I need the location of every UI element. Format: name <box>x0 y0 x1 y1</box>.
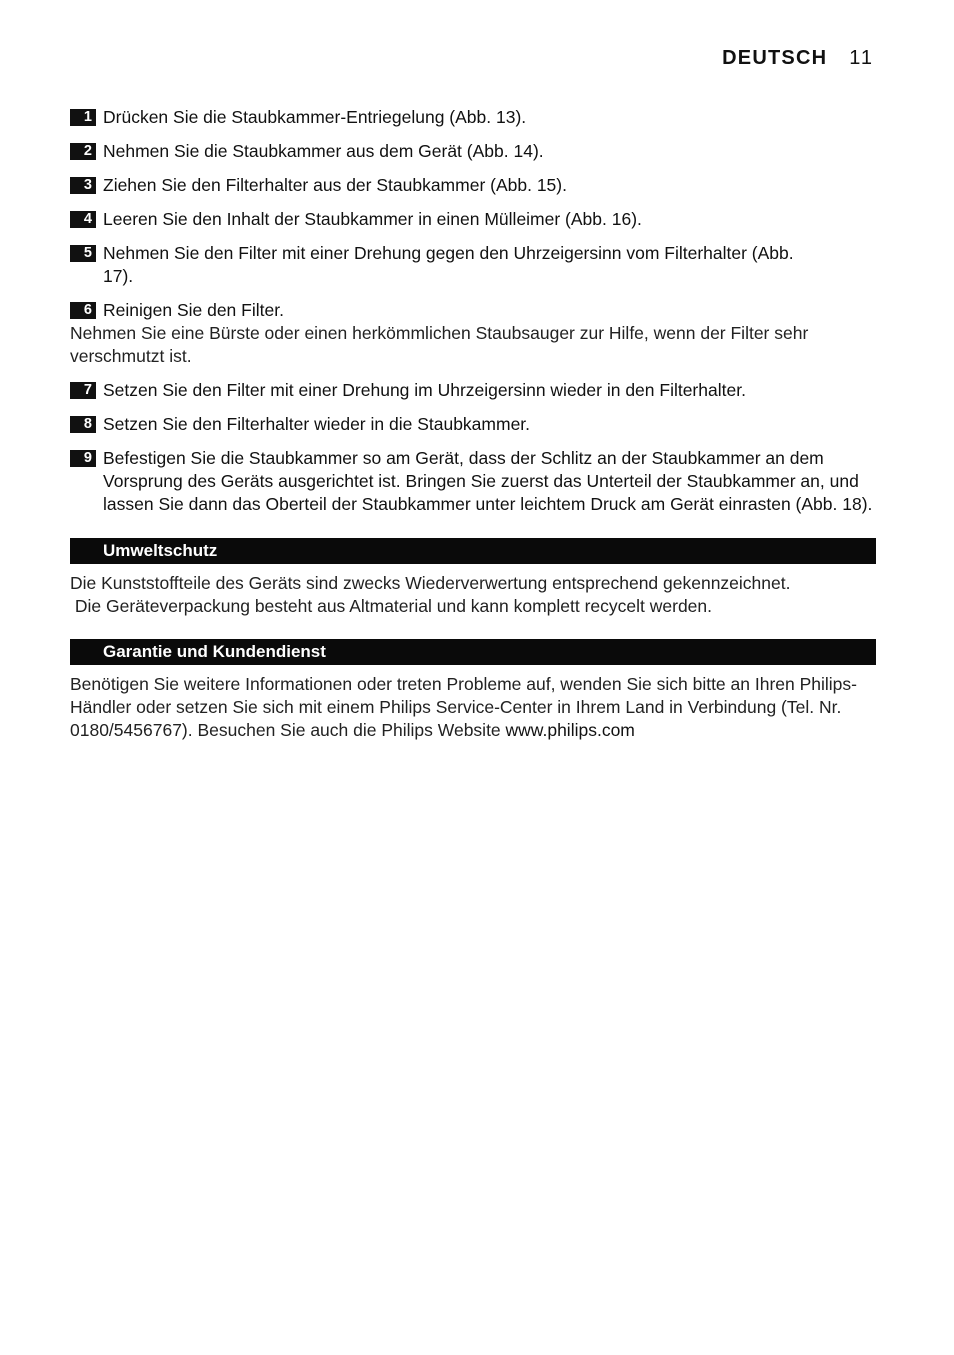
philips-website-link[interactable]: www.philips.com <box>505 720 635 740</box>
step-text: Leeren Sie den Inhalt der Staubkammer in einen Mülleimer (Abb. 16). <box>103 209 642 229</box>
section-heading-warranty: Garantie und Kundendienst <box>70 639 876 665</box>
warranty-paragraph <box>70 673 878 742</box>
step-item <box>70 140 878 163</box>
step-text: Setzen Sie den Filterhalter wieder in die Staubkammer. <box>103 414 531 434</box>
step-text: Drücken Sie die Staubkammer-Entriegelung (Abb. 13). <box>103 107 527 127</box>
environment-line-2: Die Geräteverpackung besteht aus Altmaterial und kann komplett recycelt werden. <box>70 596 713 616</box>
step-note: Nehmen Sie eine Bürste oder einen herkömmlichen Staubsauger zur Hilfe, wenn der Filter sehr verschmutzt ist. <box>70 323 809 366</box>
step-number: 5 <box>70 245 96 262</box>
page-header <box>722 47 874 70</box>
step-item <box>70 413 878 436</box>
step-text: Befestigen Sie die Staubkammer so am Gerät, dass der Schlitz an der Staubkammer an dem Vorsprung des Geräts ausgerichtet ist. Bringen Sie zuerst das Unterteil der Staubkammer an, und lassen Sie dann das Oberteil der Staubkammer unter leichtem Druck am Gerät einrasten (Abb. 18). <box>103 448 873 514</box>
environment-line-1: Die Kunststoffteile des Geräts sind zwecks Wiederverwertung entsprechend gekennzeichnet. <box>70 573 791 593</box>
step-number: 9 <box>70 450 96 467</box>
step-text: Nehmen Sie die Staubkammer aus dem Gerät (Abb. 14). <box>103 141 544 161</box>
step-item <box>70 447 878 516</box>
step-number: 8 <box>70 416 96 433</box>
step-number: 2 <box>70 143 96 160</box>
step-number: 6 <box>70 302 96 319</box>
step-item <box>70 208 878 231</box>
step-number: 4 <box>70 211 96 228</box>
step-item <box>70 379 878 402</box>
step-number: 1 <box>70 109 96 126</box>
step-number: 7 <box>70 382 96 399</box>
step-item <box>70 299 878 322</box>
language-label: DEUTSCH <box>722 47 828 69</box>
step-item <box>70 174 878 197</box>
page-content <box>70 106 878 742</box>
step-text: Nehmen Sie den Filter mit einer Drehung gegen den Uhrzeigersinn vom Filterhalter (Abb. 17). <box>103 243 794 286</box>
warranty-text: Benötigen Sie weitere Informationen oder treten Probleme auf, wenden Sie sich bitte an Ihren Philips-Händler oder setzen Sie sich mit einem Philips Service-Center in Ihrem Land in Verbindung (Tel. Nr. 0180/5456767). Besuchen Sie auch die Philips Website <box>70 674 857 740</box>
step-item <box>70 106 878 129</box>
step-text: Reinigen Sie den Filter. <box>103 300 284 320</box>
step-item <box>70 242 878 288</box>
step-text: Ziehen Sie den Filterhalter aus der Staubkammer (Abb. 15). <box>103 175 567 195</box>
step-text: Setzen Sie den Filter mit einer Drehung im Uhrzeigersinn wieder in den Filterhalter. <box>103 380 746 400</box>
page-number: 11 <box>849 47 874 69</box>
step-number: 3 <box>70 177 96 194</box>
section-heading-environment: Umweltschutz <box>70 538 876 564</box>
